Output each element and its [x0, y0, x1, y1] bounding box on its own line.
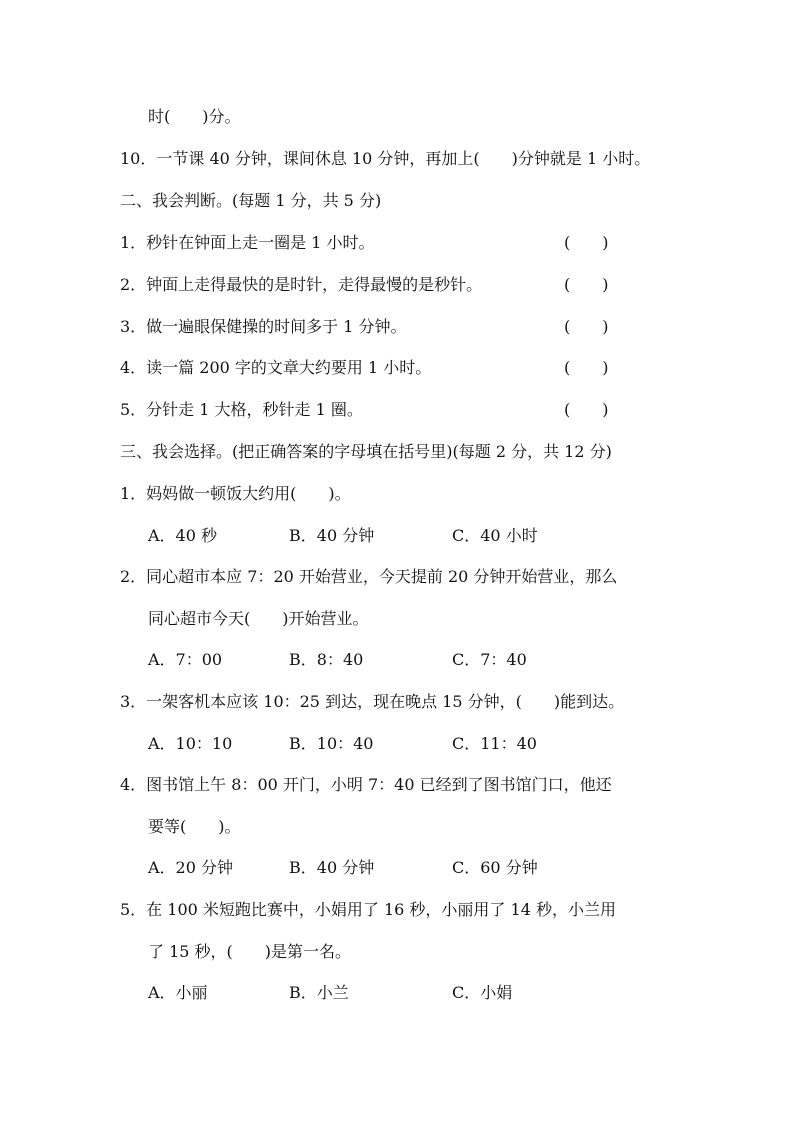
- option-c[interactable]: C．小娟: [452, 983, 513, 1002]
- answer-parentheses[interactable]: ( ): [564, 275, 609, 294]
- option-b[interactable]: B．小兰: [289, 983, 349, 1002]
- judge-item-text: 2．钟面上走得最快的是时针，走得最慢的是秒针。: [120, 275, 483, 294]
- judge-item-text: 4．读一篇 200 字的文章大约要用 1 小时。: [120, 358, 432, 377]
- section-3-title: 三、我会选择。(把正确答案的字母填在括号里)(每题 2 分，共 12 分): [120, 442, 612, 461]
- answer-parentheses[interactable]: ( ): [564, 358, 609, 377]
- option-c[interactable]: C．60 分钟: [452, 858, 538, 877]
- question-stem: 5．在 100 米短跑比赛中，小娟用了 16 秒，小丽用了 14 秒，小兰用: [120, 900, 616, 919]
- question-stem-continued: 了 15 秒，( )是第一名。: [148, 942, 352, 961]
- option-c[interactable]: C．40 小时: [452, 526, 538, 545]
- option-c[interactable]: C．7：40: [452, 650, 527, 669]
- question-stem: 4．图书馆上午 8：00 开门，小明 7：40 已经到了图书馆门口，他还: [120, 775, 612, 794]
- question-stem: 2．同心超市本应 7：20 开始营业，今天提前 20 分钟开始营业，那么: [120, 567, 618, 586]
- answer-parentheses[interactable]: ( ): [564, 233, 609, 252]
- option-c[interactable]: C．11：40: [452, 734, 537, 753]
- prev-question-continuation: 时( )分。: [148, 107, 241, 126]
- question-stem-continued: 要等( )。: [148, 817, 241, 836]
- option-a[interactable]: A．20 分钟: [148, 858, 234, 877]
- answer-parentheses[interactable]: ( ): [564, 317, 609, 336]
- option-a[interactable]: A．小丽: [148, 983, 208, 1002]
- option-a[interactable]: A．10：10: [148, 734, 233, 753]
- judge-item-text: 1．秒针在钟面上走一圈是 1 小时。: [120, 233, 375, 252]
- option-b[interactable]: B．8：40: [289, 650, 364, 669]
- question-stem: 3．一架客机本应该 10：25 到达，现在晚点 15 分钟，( )能到达。: [120, 692, 625, 711]
- option-b[interactable]: B．10：40: [289, 734, 374, 753]
- option-b[interactable]: B．40 分钟: [289, 526, 375, 545]
- judge-item-text: 3．做一遍眼保健操的时间多于 1 分钟。: [120, 317, 407, 336]
- fill-question-10: 10．一节课 40 分钟，课间休息 10 分钟，再加上( )分钟就是 1 小时。: [120, 149, 651, 168]
- question-stem-continued: 同心超市今天( )开始营业。: [148, 609, 369, 628]
- question-stem: 1．妈妈做一顿饭大约用( )。: [120, 484, 351, 503]
- option-a[interactable]: A．40 秒: [148, 526, 218, 545]
- judge-item-text: 5．分针走 1 大格，秒针走 1 圈。: [120, 400, 363, 419]
- option-a[interactable]: A．7：00: [148, 650, 223, 669]
- option-b[interactable]: B．40 分钟: [289, 858, 375, 877]
- answer-parentheses[interactable]: ( ): [564, 400, 609, 419]
- section-2-title: 二、我会判断。(每题 1 分，共 5 分): [120, 191, 382, 210]
